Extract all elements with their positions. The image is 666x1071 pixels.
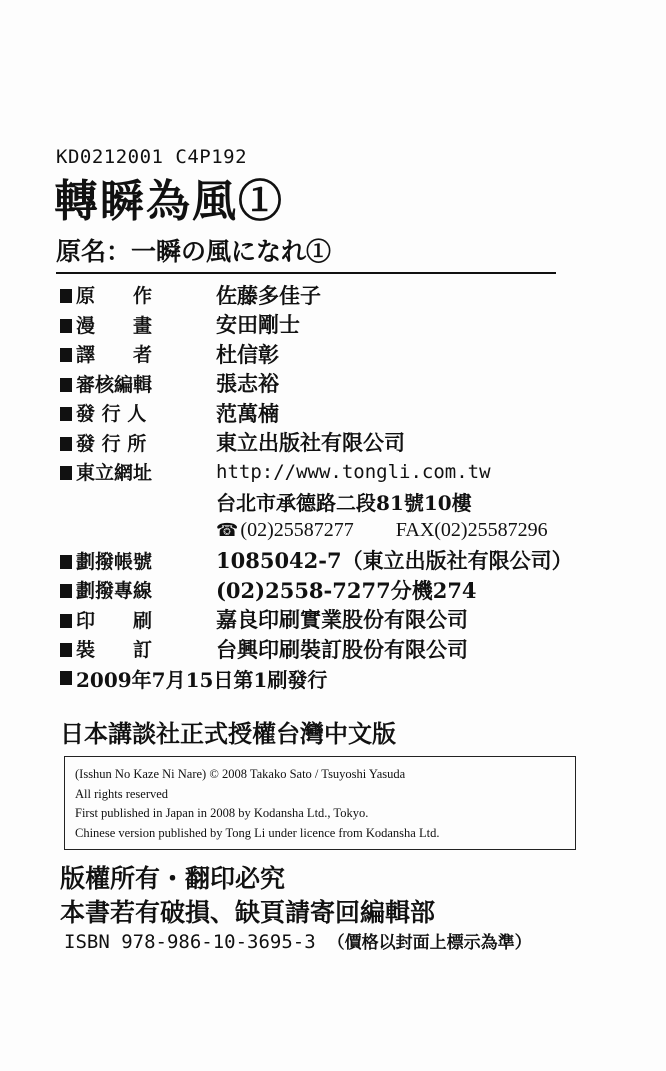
credit-label: 發 行 人 <box>60 399 216 426</box>
book-title: 轉瞬為風① <box>54 176 284 227</box>
bullet-square-icon <box>60 671 72 685</box>
license-heading: 日本講談社正式授權台灣中文版 <box>60 719 396 748</box>
credit-value: 佐藤多佳子 <box>216 282 321 308</box>
bullet-square-icon <box>60 614 72 628</box>
credit-label: 漫 畫 <box>60 311 216 338</box>
credits-list <box>60 280 620 693</box>
rights-line: 版權所有・翻印必究 <box>60 864 286 893</box>
credit-row-printer <box>60 605 620 635</box>
credit-value: 張志裕 <box>216 371 279 397</box>
credit-value: 范萬楠 <box>216 400 279 426</box>
credit-value: 杜信彰 <box>216 341 279 367</box>
website-url: http://www.tongli.com.tw <box>216 460 491 483</box>
rights-notice <box>60 862 435 930</box>
copyright-line: Chinese version published by Tong Li under licence from Kodansha Ltd. <box>75 825 440 840</box>
credit-value: 台興印刷裝訂股份有限公司 <box>216 636 468 662</box>
credit-label: 譯 者 <box>60 340 216 367</box>
credit-label: 審核編輯 <box>60 370 216 397</box>
credit-label: 發 行 所 <box>60 429 216 456</box>
copyright-box <box>64 756 576 850</box>
copyright-line: First published in Japan in 2008 by Kodansha Ltd., Tokyo. <box>75 806 369 820</box>
bullet-square-icon <box>60 437 72 451</box>
credit-label: 原 作 <box>60 281 216 308</box>
copyright-line: (Isshun No Kaze Ni Nare) © 2008 Takako Sato / Tsuyoshi Yasuda <box>75 767 406 781</box>
bullet-square-icon <box>60 555 72 569</box>
bullet-square-icon <box>60 348 72 362</box>
publish-date: 2009年7月15日第1刷發行 <box>76 667 328 692</box>
rights-line: 本書若有破損、缺頁請寄回編輯部 <box>60 898 436 927</box>
original-title: 原名：一瞬の風になれ① <box>56 237 332 266</box>
credit-row-translator <box>60 339 620 369</box>
bullet-square-icon <box>60 319 72 333</box>
bullet-square-icon <box>60 466 72 480</box>
credit-label: 東立網址 <box>60 458 216 485</box>
credit-label: 劃撥專線 <box>60 576 216 603</box>
isbn-line <box>64 928 532 953</box>
contact-row <box>60 516 620 546</box>
credit-value: 安田剛士 <box>216 312 300 338</box>
credit-value: 東立出版社有限公司 <box>216 430 405 456</box>
bullet-square-icon <box>60 584 72 598</box>
credit-row-publisher <box>60 428 620 458</box>
publisher-address: 台北市承德路二段81號10樓 <box>216 490 472 515</box>
phone-number: (02)25587277 <box>240 519 354 542</box>
credit-label: 劃撥帳號 <box>60 547 216 574</box>
credit-row-binder <box>60 634 620 664</box>
credit-row-artist <box>60 310 620 340</box>
credit-value: 1085042-7（東立出版社有限公司） <box>216 548 573 574</box>
credit-row-website <box>60 457 620 487</box>
credit-row-author <box>60 280 620 310</box>
fax-number: FAX(02)25587296 <box>395 519 548 542</box>
credit-row-postal-account <box>60 546 620 576</box>
credit-row-postal-hotline <box>60 575 620 605</box>
bullet-square-icon <box>60 378 72 392</box>
telephone-icon: ☎ <box>216 520 239 542</box>
publish-date-row <box>60 664 620 693</box>
credit-row-publisher-person <box>60 398 620 428</box>
bullet-square-icon <box>60 643 72 657</box>
credit-label: 裝 訂 <box>60 635 216 662</box>
isbn-number: ISBN 978-986-10-3695-3 <box>64 931 316 953</box>
copyright-line: All rights reserved <box>75 786 169 801</box>
credit-value: (02)2558-7277分機274 <box>216 577 477 603</box>
credit-row-editor <box>60 369 620 399</box>
bullet-square-icon <box>60 407 72 421</box>
credit-label: 印 刷 <box>60 606 216 633</box>
credit-value: 嘉良印刷實業股份有限公司 <box>216 607 468 633</box>
product-code: KD0212001 C4P192 <box>56 146 248 168</box>
price-note: （價格以封面上標示為準） <box>327 933 532 953</box>
bullet-square-icon <box>60 289 72 303</box>
title-divider <box>56 272 556 274</box>
